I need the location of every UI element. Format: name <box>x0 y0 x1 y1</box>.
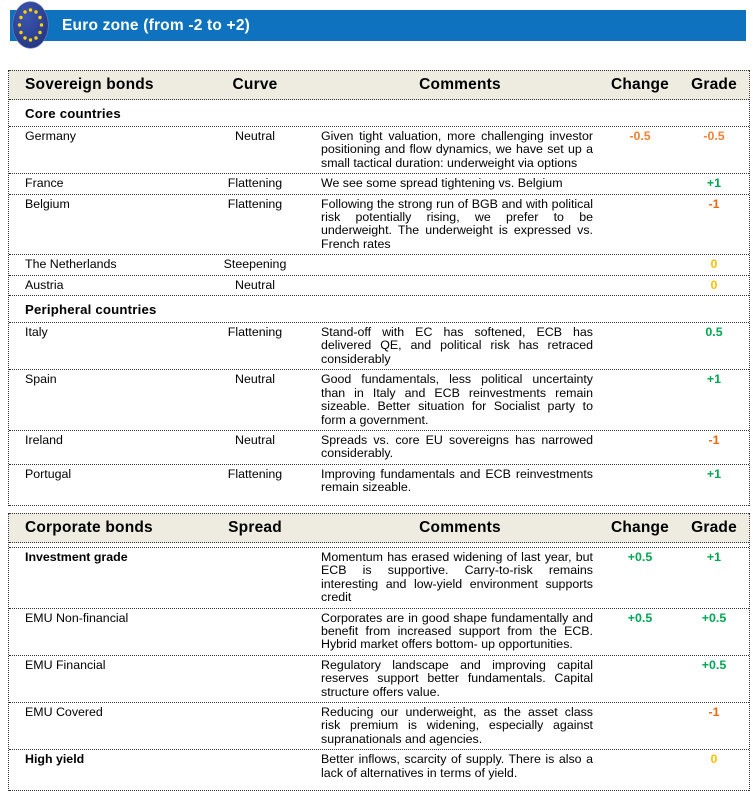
row-grade-value: +1 <box>706 466 722 481</box>
row-grade-value: 0 <box>710 277 718 292</box>
column-header-curve: Curve <box>232 76 278 93</box>
section-header-row <box>9 100 749 127</box>
row-curve-value: Flattening <box>227 325 283 340</box>
row-label: Belgium <box>25 196 70 211</box>
row-curve-value: Flattening <box>227 466 283 481</box>
title-bar <box>10 10 746 41</box>
row-comment: Spreads vs. core EU sovereigns has narrowed considerably. <box>321 432 593 461</box>
column-header-grade: Grade <box>691 76 737 93</box>
row-label: France <box>25 176 64 191</box>
row-label: Investment grade <box>25 550 128 564</box>
row-curve-value: Flattening <box>227 176 283 191</box>
row-label: Spain <box>25 372 57 387</box>
section-label: Core countries <box>25 106 121 121</box>
corporate-bonds-table <box>8 513 750 791</box>
row-label: EMU Non-financial <box>25 610 129 625</box>
row-comment: Given tight valuation, more challenging investor positioning and flow dynamics, we have set up a small tactical duration: underweight via options <box>321 129 593 170</box>
row-curve-value: Steepening <box>223 257 287 272</box>
row-curve-value: Flattening <box>227 196 283 211</box>
table-row <box>9 431 749 465</box>
column-header-spread: Spread <box>228 519 282 536</box>
row-grade-value: +1 <box>706 550 722 564</box>
table-row <box>9 548 749 609</box>
row-comment: We see some spread tightening vs. Belgium <box>321 176 563 191</box>
row-label: Portugal <box>25 466 72 481</box>
row-comment: Regulatory landscape and improving capital reserves support better fundamentals. Capital structure offers value. <box>321 657 593 699</box>
row-change-value: +0.5 <box>627 550 653 564</box>
corporate-table-rows <box>9 543 749 791</box>
row-label: EMU Covered <box>25 705 103 720</box>
table-row <box>9 323 749 370</box>
row-grade-value: -1 <box>708 705 720 720</box>
row-grade-value: -0.5 <box>703 129 725 143</box>
section-header-row <box>9 296 749 323</box>
row-label: Austria <box>25 277 64 292</box>
table-row <box>9 370 749 431</box>
column-header-grade: Grade <box>691 519 737 536</box>
column-header-change: Change <box>610 519 670 536</box>
table-row <box>9 609 749 656</box>
row-change-value: -0.5 <box>629 129 651 143</box>
corporate-table-header-row <box>9 513 749 543</box>
row-label: EMU Financial <box>25 657 106 672</box>
table-row <box>9 465 749 506</box>
table-row <box>9 255 749 275</box>
table-row <box>9 195 749 256</box>
row-label: Italy <box>25 325 48 340</box>
row-grade-value: +1 <box>706 372 722 387</box>
row-curve-value: Neutral <box>235 129 275 143</box>
page-title: Euro zone (from -2 to +2) <box>62 17 250 34</box>
row-grade-value: 0 <box>710 257 718 272</box>
row-curve-value: Neutral <box>235 277 275 292</box>
column-header-comments: Comments <box>419 519 501 536</box>
row-curve-value: Neutral <box>235 372 275 387</box>
sovereign-table-header-row <box>9 70 749 100</box>
row-comment: Corporates are in good shape fundamentally and benefit from increased support from the ECB. Hybrid market offers bottom- up opportunities. <box>321 610 593 652</box>
table-row <box>9 276 749 296</box>
row-curve-value: Neutral <box>235 432 275 447</box>
row-comment: Good fundamentals, less political uncertainty than in Italy and ECB reinvestments remain sizeable. Better situation for Socialist party to form a government. <box>321 372 593 427</box>
row-grade-value: +0.5 <box>701 657 727 672</box>
row-comment: Following the strong run of BGB and with political risk potentially rising, we prefer to be underweight. The underweight is expressed vs. French rates <box>321 196 593 251</box>
row-grade-value: +0.5 <box>701 610 727 625</box>
table-row <box>9 174 749 194</box>
column-header-sovereign-bonds: Sovereign bonds <box>25 76 154 93</box>
table-row <box>9 703 749 750</box>
row-comment: Improving fundamentals and ECB reinvestments remain sizeable. <box>321 466 593 495</box>
eu-flag-icon <box>12 1 49 49</box>
column-header-change: Change <box>610 76 670 93</box>
sovereign-bonds-table <box>8 70 750 506</box>
row-label: The Netherlands <box>25 257 117 272</box>
row-change-value: +0.5 <box>627 610 653 625</box>
sovereign-table-rows <box>9 100 749 506</box>
table-row <box>9 656 749 703</box>
row-grade-value: +1 <box>706 176 722 191</box>
row-grade-value: 0.5 <box>705 325 723 340</box>
row-label: Germany <box>25 129 76 143</box>
row-grade-value: -1 <box>708 196 720 211</box>
row-label: High yield <box>25 752 85 767</box>
row-grade-value: 0 <box>710 752 718 767</box>
row-comment: Momentum has erased widening of last year, but ECB is supportive. Carry-to-risk remains interesting and low-yield environment supports credit <box>321 550 593 605</box>
column-header-corporate-bonds: Corporate bonds <box>25 519 153 536</box>
row-grade-value: -1 <box>708 432 720 447</box>
row-label: Ireland <box>25 432 63 447</box>
row-comment: Reducing our underweight, as the asset class risk premium is widening, especially against supranationals and agencies. <box>321 705 593 746</box>
column-header-comments: Comments <box>419 76 501 93</box>
row-comment: Stand-off with EC has softened, ECB has delivered QE, and political risk has retraced considerably <box>321 325 593 366</box>
section-label: Peripheral countries <box>25 302 157 318</box>
row-comment: Better inflows, scarcity of supply. There is also a lack of alternatives in terms of yield. <box>321 752 593 780</box>
table-row <box>9 127 749 174</box>
